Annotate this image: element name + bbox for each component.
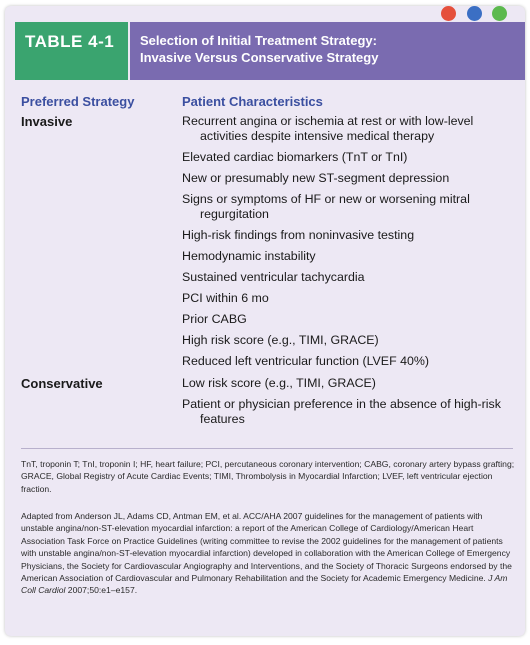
table-card [5, 6, 525, 636]
list-item: High risk score (e.g., TIMI, GRACE) [182, 333, 379, 347]
column-header-strategy: Preferred Strategy [21, 94, 135, 109]
citation-text: 2007;50:e1–e157. [65, 585, 138, 596]
journal-name: J Am Coll Cardiol [21, 573, 508, 596]
blue-dot-icon [467, 6, 482, 21]
table-header [15, 22, 525, 80]
list-item: Prior CABG [182, 312, 247, 326]
list-item: Sustained ventricular tachycardia [182, 270, 365, 284]
strategy-conservative: Conservative [21, 376, 103, 391]
red-dot-icon [441, 6, 456, 21]
invasive-characteristics [182, 114, 517, 375]
source-footnote [21, 510, 517, 597]
column-header-characteristics: Patient Characteristics [182, 94, 323, 109]
footnote-divider [21, 448, 513, 449]
list-item: Patient or physician preference in the absence of high-risk features [182, 397, 501, 426]
list-item: Signs or symptoms of HF or new or worsening mitral regurgitation [182, 192, 470, 221]
list-item: Low risk score (e.g., TIMI, GRACE) [182, 376, 376, 390]
strategy-invasive: Invasive [21, 114, 73, 129]
list-item: New or presumably new ST-segment depression [182, 171, 450, 185]
list-item: Hemodynamic instability [182, 249, 316, 263]
table-title-line1: Selection of Initial Treatment Strategy: [140, 33, 377, 48]
green-dot-icon [492, 6, 507, 21]
conservative-characteristics [182, 376, 517, 433]
list-item: Elevated cardiac biomarkers (TnT or TnI) [182, 150, 408, 164]
list-item: High-risk findings from noninvasive testing [182, 228, 415, 242]
table-number: TABLE 4-1 [15, 22, 128, 80]
table-title-line2: Invasive Versus Conservative Strategy [140, 50, 379, 65]
table-title [130, 22, 525, 80]
list-item: Reduced left ventricular function (LVEF 40%) [182, 354, 430, 368]
list-item: PCI within 6 mo [182, 291, 269, 305]
list-item: Recurrent angina or ischemia at rest or with low-level activities despite intensive medical therapy [182, 114, 474, 143]
source-text: Adapted from Anderson JL, Adams CD, Antman EM, et al. ACC/AHA 2007 guidelines for the management of patients with unstable angina/non-ST-elevation myocardial infarction: a report of the American College of Cardiology/American Heart Association Task Force on Practice Guidelines (writing committee to revise the 2002 guidelines for the management of patients with unstable angina/non-ST-elevation myocardial infarction) developed in collaboration with the American College of Emergency Physicians, the Society for Cardiovascular Angiography and Interventions, and the Society of Thoracic Surgeons endorsed by the American Association of Cardiovascular and Pulmonary Rehabilitation and the Society for Academic Emergency Medicine. [21, 511, 512, 584]
abbreviations-footnote: TnT, troponin T; TnI, troponin I; HF, heart failure; PCI, percutaneous coronary intervention; CABG, coronary artery bypass grafting; GRACE, Global Registry of Acute Cardiac Events; TIMI, Thrombolysis in Myocardial Infarction; LVEF, left ventricular ejection fraction. [21, 459, 515, 494]
